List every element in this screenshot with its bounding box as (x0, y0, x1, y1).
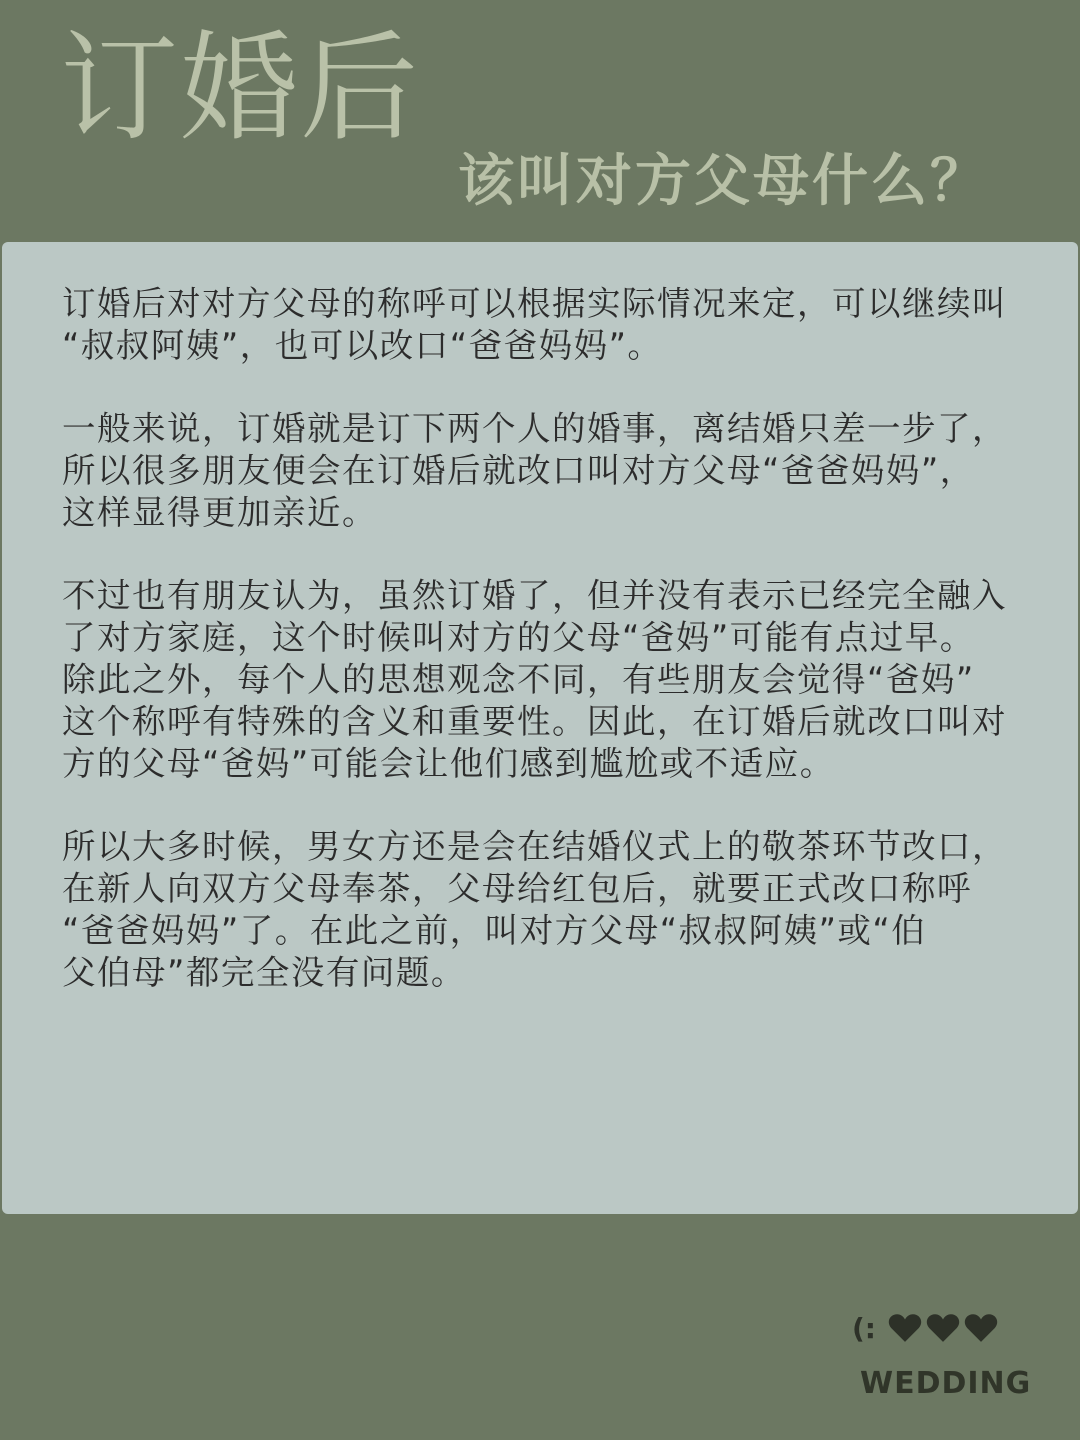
emoticon: (: (852, 1311, 876, 1345)
page-subtitle: 该叫对方父母什么？ (458, 149, 989, 214)
article-body (62, 283, 1024, 1035)
paragraph: 订婚后对对方父母的称呼可以根据实际情况来定，可以继续叫 “叔叔阿姨”，也可以改口“爸爸妈妈”。 (62, 284, 1007, 365)
brand-label: WEDDING (860, 1366, 1032, 1401)
heart-icon (888, 1313, 922, 1343)
footer-badge (852, 1308, 1022, 1348)
heart-icon (926, 1313, 960, 1343)
paragraph: 所以大多时候，男女方还是会在结婚仪式上的敬茶环节改口， 在新人向双方父母奉茶，父母给红包后，就要正式改口称呼 “爸爸妈妈”了。在此之前，叫对方父母“叔叔阿姨”或“伯 父伯母”都完全没有问题。 (62, 827, 1007, 992)
paragraph: 一般来说，订婚就是订下两个人的婚事，离结婚只差一步了， 所以很多朋友便会在订婚后就改口叫对方父母“爸爸妈妈”， 这样显得更加亲近。 (62, 409, 1007, 532)
paragraph: 不过也有朋友认为，虽然订婚了，但并没有表示已经完全融入 了对方家庭，这个时候叫对方的父母“爸妈”可能有点过早。 除此之外，每个人的思想观念不同，有些朋友会觉得“爸妈” 这个称呼有特殊的含义和重要性。因此，在订婚后就改口叫对 方的父母“爸妈”可能会让他们感到尴尬或不适应。 (62, 576, 1007, 783)
page-title: 订婚后 (60, 19, 421, 157)
heart-icon (964, 1313, 998, 1343)
